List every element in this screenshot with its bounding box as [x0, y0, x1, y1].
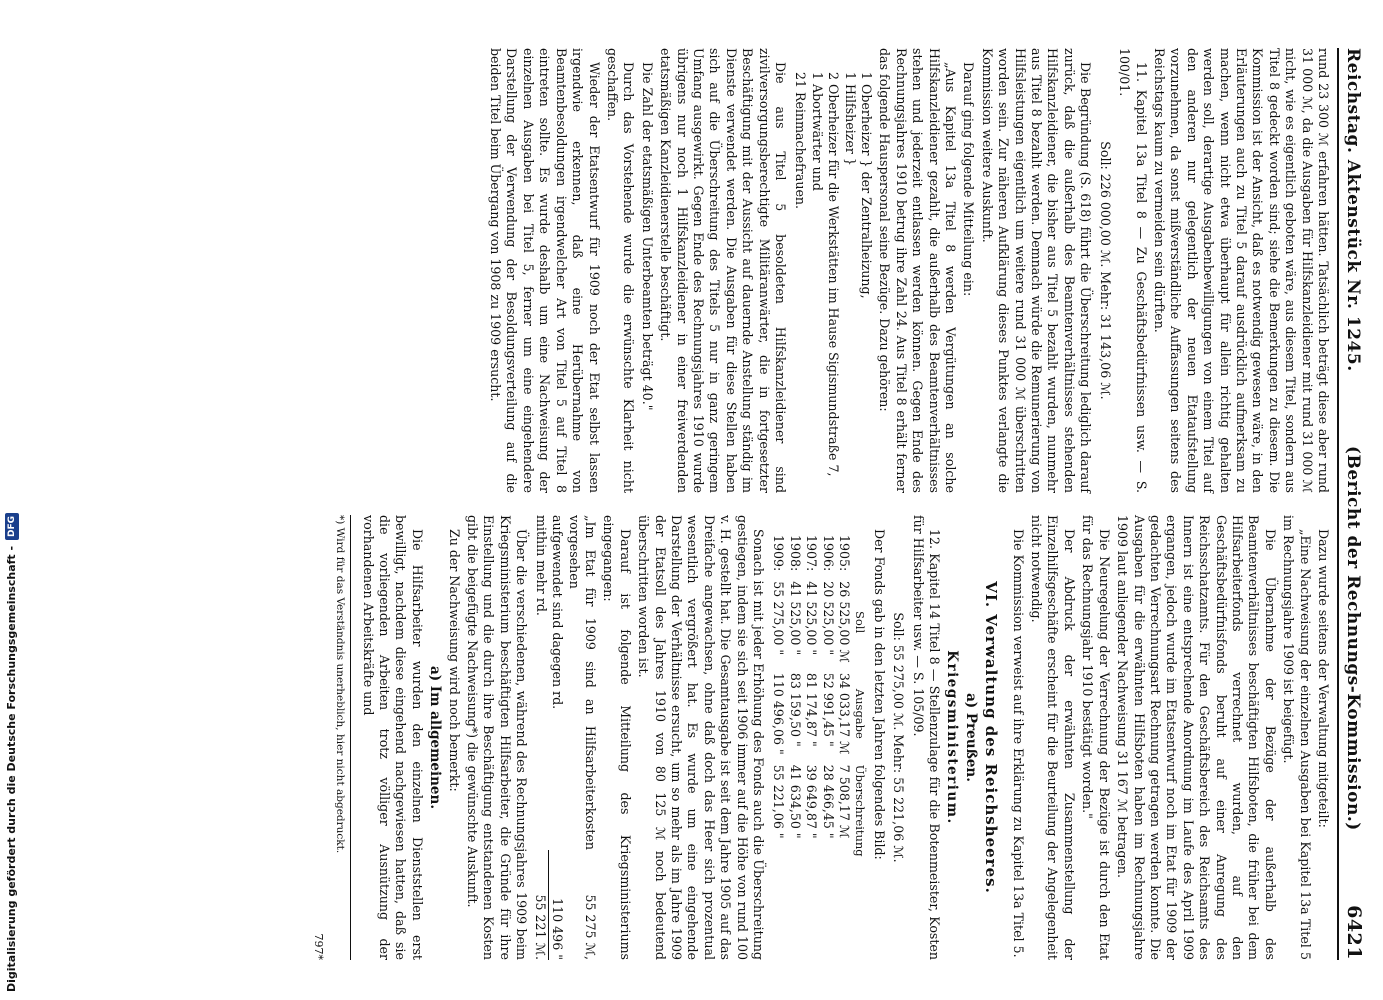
paragraph: Die Begründung (S. 618) führt die Überschreitung lediglich darauf zurück, daß die außerhalb des Beamtenverhältnisses stehenden Hilfskanzleidiener, die bisher aus Titel 5 bezahlt wurden, nunmehr aus Titel 8 bezahlt werden. Demnach würde die Remunerierung von Hilfsleistungen eigentlich um weitere rund 31 000 ℳ überschritten worden sein. Zur näheren Aufklärung dieses Punktes verlangte die Kommission weitere Auskunft.	[979, 48, 1094, 493]
table-header-cell: Überschreitung	[853, 764, 868, 857]
table-cell: 81 174,87 "	[804, 672, 820, 747]
table-header-cell: Ausgabe	[853, 688, 868, 739]
table-row	[819, 535, 835, 867]
document-page	[83, 0, 1383, 1000]
table-cell: 1907:	[804, 535, 820, 572]
table-cell: 34 033,17 ℳ	[837, 672, 853, 755]
paragraph: Die Kommission verweist auf ihre Erklärung zu Kapitel 13a Titel 5.	[1010, 529, 1026, 958]
table-cell: 1905:	[837, 535, 853, 572]
paragraph: Die aus Titel 5 besoldeten Hilfskanzleidiener sind zivilversorgungsberechtigte Militäranwärter, die in fortgesetzter Beschäftigung mit der Aussicht auf dauernde Anstellung ständig im Dienste verwendet werden. Die Ausgaben für diese Stellen haben sich auf die Überschreitung des Titels 5 nur in ganz geringem Umfang ausgewirkt. Gegen Ende des Rechnungsjahres 1910 wurde übrigens nur noch 1 Hilfskanzleidiener in einer freiwerdenden etatsmäßigen Kanzleidienerstelle beschäftigt.	[658, 48, 788, 493]
paragraph: rund 23 300 ℳ erfahren hätten. Tatsächlich beträgt diese aber rund 31 000 ℳ, da die Ausgaben für Hilfskanzleidiener mit rund 31 000 ℳ nicht, wie es eigentlich geboten wäre, aus diesem Titel, sondern aus Titel 8 gedeckt worden sind; siehe die Bemerkungen zu diesem. Die Kommission ist der Ansicht, daß es notwendig gewesen wäre, in den Erläuterungen auch zu Titel 5 darauf ausdrücklich aufmerksam zu machen, wenn nicht etwa überhaupt für allein richtig gehalten werden soll, derartige Ausgabenbewilligungen von einem Titel auf den anderen nur gelegentlich der neuen Etataufstellung vorzunehmen, da sonst mißverständliche Auffassungen seitens des Reichstags kaum zu vermeiden sein dürften.	[1151, 48, 1331, 493]
paragraph: „Eine Nachweisung der einzelnen Ausgaben bei Kapitel 13a Titel 5 im Rechnungsjahre 1909 ist beigefügt.	[1281, 515, 1313, 960]
digitization-note	[2, 0, 22, 992]
table-header-cell	[852, 535, 868, 581]
paragraph: Dazu wurde seitens der Verwaltung mitgeteilt:	[1316, 529, 1331, 828]
table-cell: 52 991,45 "	[820, 672, 836, 747]
table-row	[803, 535, 819, 867]
paragraph: Die Hilfsarbeiter wurden den einzelnen Dienststellen erst bewilligt, nachdem diese eingehend nachgewiesen hatten, daß sie die vorliegenden Arbeiten trotz völliger Ausnützung der vorhandenen Arbeitskräfte und	[360, 515, 425, 960]
table-cell: 7 508,17 ℳ	[837, 764, 853, 839]
dfg-logo: DFG	[5, 513, 19, 540]
summary-value: 110 496 "	[550, 898, 566, 960]
table-cell: 1906:	[820, 535, 836, 572]
table-cell: 55 275,00 "	[771, 581, 787, 656]
cost-summary	[531, 515, 598, 960]
paragraph: Die Übernahme der Bezüge der außerhalb des Beamtenverhältnisses beschäftigten Hilfsboten, die früher bei dem Hilfsarbeiterfonds verrechnet wurden, auf den Geschäftsbedürfnisfonds beruht auf einer Anregung des Reichsschatzamts. Für den Geschäftsbereich des Reichsamts des Innern ist eine entsprechende Anordnung im Laufe des April 1909 ergangen, jedoch wurde im Etatsentwurf noch im Etat für 1909 der gedachten Verrechnungsart Rechnung getragen werden konnte. Die Ausgaben für die erwähnten Hilfsboten haben im Rechnungsjahre 1909 laut anliegender Nachweisung 31 167 ℳ betragen.	[1115, 515, 1278, 960]
table-row	[836, 535, 852, 867]
paragraph: Sonach ist mit jeder Erhöhung des Fonds auch die Überschreitung gestiegen, indem sie sich seit 1906 immer auf die Höhe von rund 100 v. H. gestellt hat. Die Gesamtausgabe ist seit dem Jahre 1905 auf das Dreifache angewachsen, ohne daß doch das Heer sich prozentual wesentlich vergrößert hat. Es wurde um eine eingehende Darstellung der Verhältnisse ersucht, um so mehr als im Jahre 1909 der Etatsoll des Jahres 1910 von 80 125 ℳ noch bedeutend überschritten worden ist.	[636, 515, 766, 960]
table-cell: 41 525,00 "	[787, 581, 803, 656]
item-11-heading: 11. Kapitel 13a Titel 8 — Zu Geschäftsbedürfnissen usw. — S. 100/01.	[1117, 48, 1149, 493]
summary-value: 55 275 ℳ,	[582, 894, 598, 960]
staff-list	[792, 72, 874, 493]
digitization-note-text: Digitalisierung gefördert durch die Deutsche Forschungsgemeinschaft -	[5, 545, 18, 992]
footnote: *) Wird für das Verständnis unerheblich, hier nicht abgedruckt.	[332, 515, 351, 960]
paragraph: Die Zahl der etatsmäßigen Unterbeamten beträgt 40."	[639, 62, 655, 411]
table-cell: 83 159,50 "	[787, 672, 803, 747]
paragraph: Darauf ging folgende Mitteilung ein:	[961, 62, 977, 297]
table-cell: 41 634,50 "	[787, 764, 803, 839]
subsection-title: a) Preußen.	[962, 693, 979, 782]
paragraph: Die Neuregelung der Verrechnung der Bezüge ist durch den Etat für das Rechnungsjahr 1910 bestätigt worden."	[1080, 515, 1112, 960]
header-left: Reichstag. Aktenstück Nr. 1245.	[1343, 48, 1363, 372]
paragraph: Der Abdruck der erwähnten Zusammenstellung der Einzelhilfsgeschäfte erscheint für die Beurteilung der Angelegenheit nicht notwendig.	[1029, 515, 1077, 960]
page-number: 6421	[1343, 905, 1365, 960]
ministry-title: Kriegsministerium.	[944, 650, 961, 825]
list-item: 21 Reinmachefrauen.	[793, 72, 809, 210]
table-cell: 39 649,87 "	[804, 764, 820, 839]
table-cell: 110 496,06 "	[771, 672, 787, 755]
list-item: 1 Abortwärter und	[809, 72, 825, 191]
table-cell: 28 466,45 "	[820, 764, 836, 839]
list-item: 1 Oberheizer } der Zentralheizung,	[859, 72, 875, 299]
summary-label: „Im Etat für 1909 sind an Hilfsarbeiterkosten vorgesehen	[566, 515, 598, 850]
summary-label: mithin mehr rd.	[533, 515, 549, 616]
table-cell: 1908:	[787, 535, 803, 572]
section-title: VI. Verwaltung des Reichsheeres.	[982, 581, 1001, 894]
subsection-title: a) Im allgemeinen.	[427, 665, 444, 810]
soll-line: Soll: 55 275,00 ℳ. Mehr: 55 221,06 ℳ.	[891, 612, 907, 863]
table-row	[786, 535, 802, 867]
paragraph: Durch das Vorstehende wurde die erwünschte Klarheit nicht geschaffen.	[604, 48, 637, 493]
page-header	[1337, 48, 1365, 960]
table-cell: 26 525,00 ℳ	[837, 581, 853, 663]
summary-value: 55 221 ℳ.	[531, 850, 548, 960]
list-item: 2 Oberheizer für die Werkstätten im Hause Sigismundstraße 7,	[826, 72, 842, 477]
folio-number: 797*	[311, 933, 325, 960]
paragraph: Wieder der Etatsentwurf für 1909 noch der Etat selbst lassen irgendwie erkennen, daß eine Herübernahme von Beamtenbesoldungen irgendwelcher Art von Titel 5 auf Titel 8 eintreten sollte. Es wurde deshalb um eine Nachweisung der einzelnen Ausgaben bei Titel 5, ferner um eine eingehendere Darstellung der Verwendung der Besoldungsverteilung auf die beiden Titel beim Übergang von 1908 zu 1909 ersucht.	[488, 48, 602, 493]
item-12-heading: 12. Kapitel 14 Titel 8 — Stellenzulage für die Botenmeister, Kosten für Hilfsarbeiter usw. — S. 105/09.	[910, 515, 943, 960]
table-row	[770, 535, 786, 867]
paragraph: Der Fonds gab in den letzten Jahren folgendes Bild:	[871, 529, 887, 860]
right-column	[309, 515, 1331, 960]
paragraph: Über die verschiedenen, während des Rechnungsjahres 1909 beim Kriegsministerium beschäftigten Hilfsarbeiter, die Gründe für ihre Einstellung und die durch ihre Beschäftigung entstandenen Kosten gibt die beigefügte Nachweisung*) die gewünschte Auskunft.	[465, 515, 530, 960]
table-cell: 1909:	[771, 535, 787, 572]
table-cell: 41 525,00 "	[804, 581, 820, 656]
soll-line: Soll: 226 000,00 ℳ. Mehr: 31 143,06 ℳ.	[1097, 141, 1113, 400]
table-cell: 55 221,06 "	[771, 764, 787, 839]
paragraph: „Aus Kapitel 13a Titel 8 werden Vergütungen an solche Hilfskanzleidiener gezahlt, die außerhalb des Beamtenverhältnisses stehen und jederzeit entlassen werden können. Gegen Ende des Rechnungsjahres 1910 betrug ihre Zahl 24. Aus Titel 8 erhält ferner das folgende Hauspersonal seine Bezüge. Dazu gehören:	[877, 48, 959, 493]
summary-label: aufgewendet sind dagegen rd.	[550, 515, 566, 710]
header-right: (Bericht der Rechnungs-Kommission.)	[1343, 445, 1363, 831]
paragraph: Darauf ist folgende Mitteilung des Kriegsministeriums eingegangen:	[601, 515, 633, 960]
paragraph: Zu der Nachweisung wird noch bemerkt:	[446, 529, 462, 792]
table-cell: 20 525,00 "	[820, 581, 836, 656]
list-item: 1 Hilfsheizer }	[842, 72, 858, 166]
fonds-table	[770, 535, 868, 867]
table-header-cell: Soll	[853, 611, 868, 634]
left-column	[309, 48, 1331, 493]
